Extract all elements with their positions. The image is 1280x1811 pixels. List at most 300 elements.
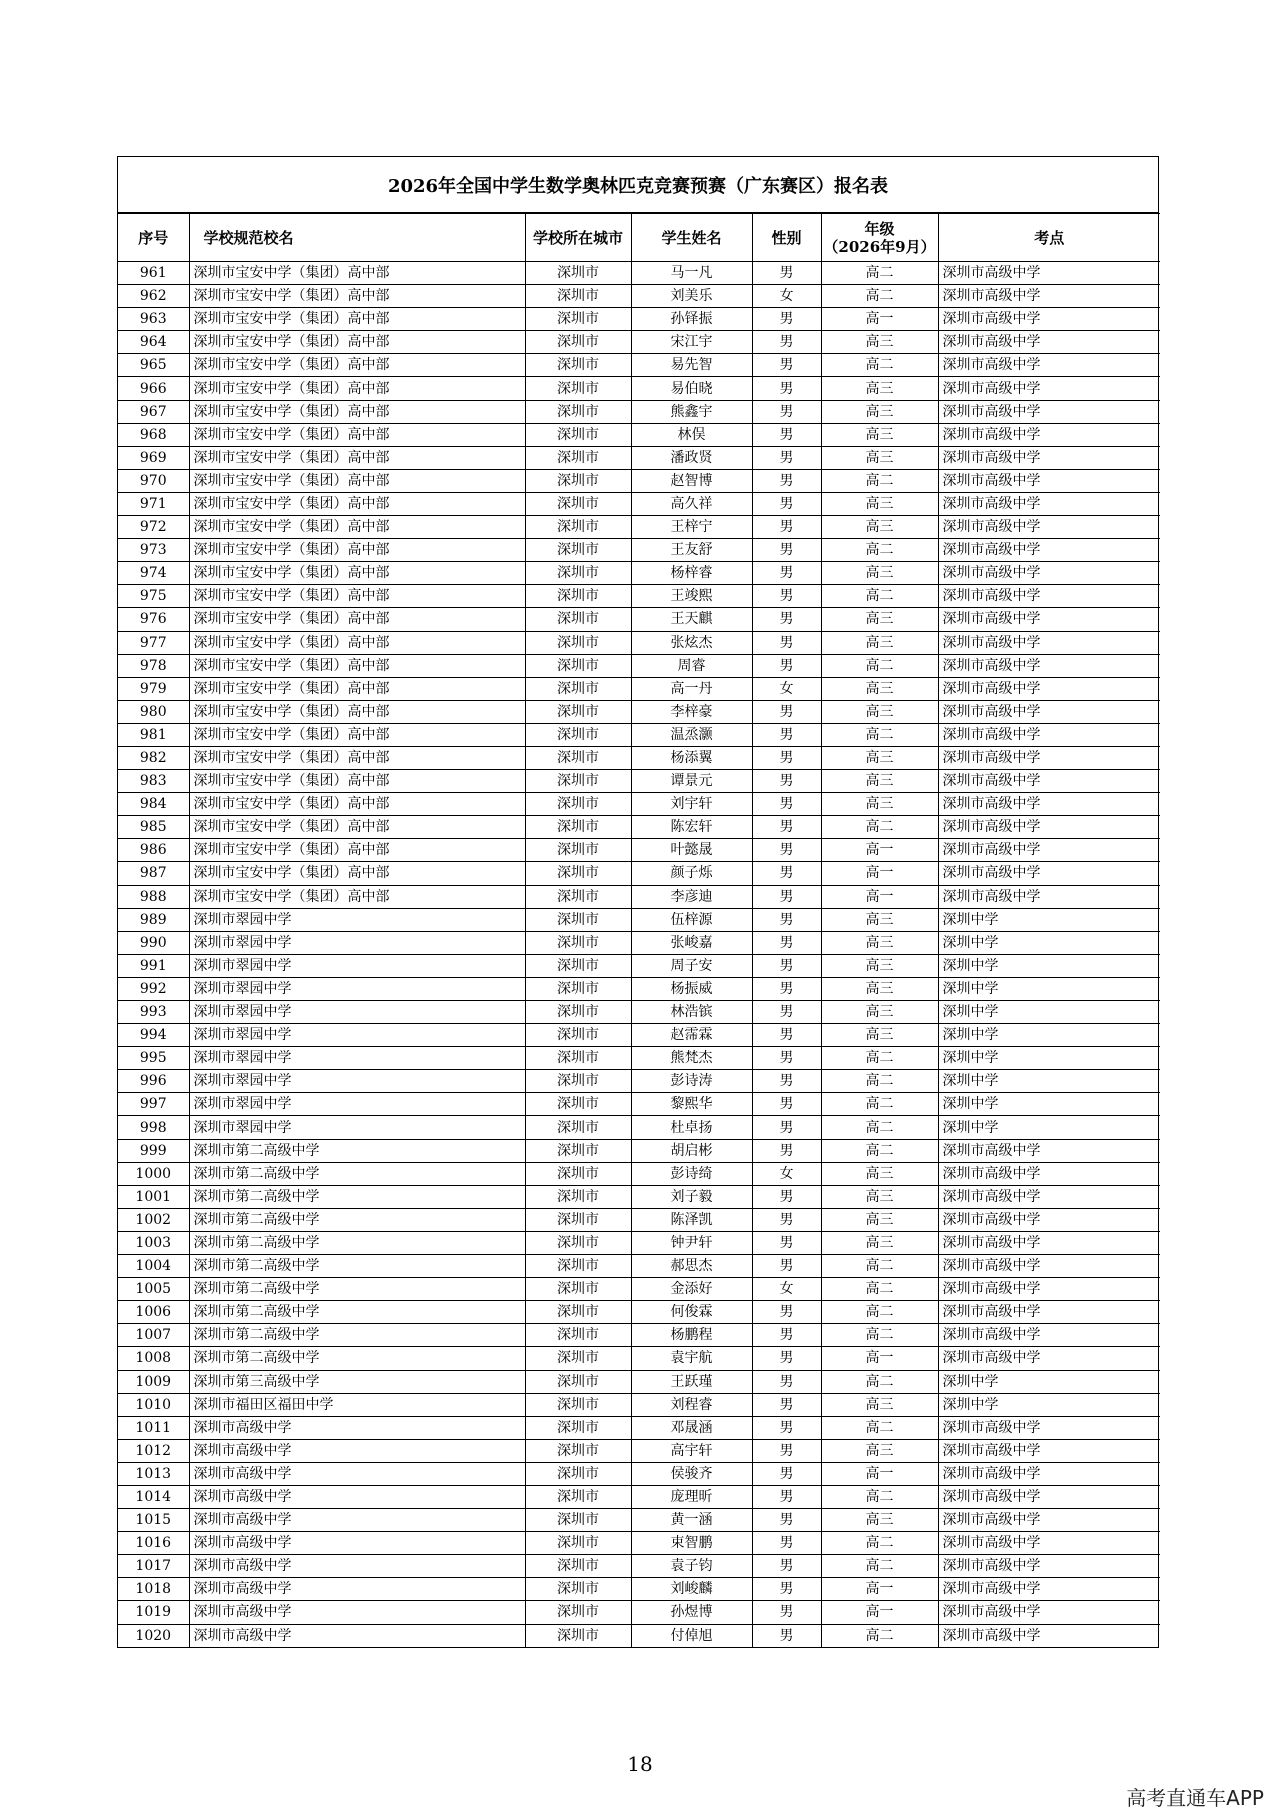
cell-venue: 深圳市高级中学 (938, 723, 1160, 746)
cell-no: 1003 (118, 1231, 189, 1254)
cell-grade: 高三 (821, 677, 938, 700)
cell-city: 深圳市 (525, 308, 631, 331)
cell-gender: 男 (752, 1324, 821, 1347)
cell-venue: 深圳市高级中学 (938, 308, 1160, 331)
cell-gender: 男 (752, 1416, 821, 1439)
table-row (118, 585, 1160, 608)
cell-no: 1019 (118, 1601, 189, 1624)
table-row (118, 354, 1160, 377)
table-row (118, 1231, 1160, 1254)
cell-grade: 高三 (821, 631, 938, 654)
cell-name: 黎熙华 (631, 1093, 752, 1116)
cell-grade: 高三 (821, 608, 938, 631)
cell-name: 孙铎振 (631, 308, 752, 331)
cell-school: 深圳市宝安中学（集团）高中部 (189, 354, 525, 377)
cell-school: 深圳市高级中学 (189, 1532, 525, 1555)
table-row (118, 885, 1160, 908)
table-row (118, 1024, 1160, 1047)
cell-grade: 高二 (821, 285, 938, 308)
cell-gender: 男 (752, 977, 821, 1000)
cell-city: 深圳市 (525, 1532, 631, 1555)
table-row (118, 1601, 1160, 1624)
col-header-grade-line1: 年级 (864, 219, 895, 238)
table-row (118, 677, 1160, 700)
table-row (118, 1555, 1160, 1578)
cell-grade: 高三 (821, 746, 938, 769)
cell-grade: 高二 (821, 585, 938, 608)
cell-name: 黄一涵 (631, 1509, 752, 1532)
table-row (118, 1139, 1160, 1162)
cell-gender: 男 (752, 931, 821, 954)
cell-venue: 深圳市高级中学 (938, 746, 1160, 769)
cell-city: 深圳市 (525, 862, 631, 885)
cell-grade: 高三 (821, 1439, 938, 1462)
cell-no: 974 (118, 562, 189, 585)
cell-venue: 深圳市高级中学 (938, 354, 1160, 377)
cell-no: 970 (118, 469, 189, 492)
cell-no: 961 (118, 262, 189, 285)
cell-school: 深圳市第二高级中学 (189, 1278, 525, 1301)
cell-school: 深圳市高级中学 (189, 1624, 525, 1647)
cell-no: 1020 (118, 1624, 189, 1647)
cell-grade: 高三 (821, 492, 938, 515)
cell-venue: 深圳市高级中学 (938, 677, 1160, 700)
cell-venue: 深圳市高级中学 (938, 423, 1160, 446)
cell-venue: 深圳市高级中学 (938, 1255, 1160, 1278)
cell-gender: 男 (752, 492, 821, 515)
cell-school: 深圳市翠园中学 (189, 1070, 525, 1093)
cell-no: 1018 (118, 1578, 189, 1601)
cell-grade: 高二 (821, 1047, 938, 1070)
cell-no: 1014 (118, 1485, 189, 1508)
cell-gender: 女 (752, 1278, 821, 1301)
cell-name: 易先智 (631, 354, 752, 377)
cell-grade: 高二 (821, 1139, 938, 1162)
table-row (118, 1462, 1160, 1485)
cell-name: 彭诗涛 (631, 1070, 752, 1093)
cell-grade: 高三 (821, 516, 938, 539)
cell-city: 深圳市 (525, 1509, 631, 1532)
cell-venue: 深圳中学 (938, 1393, 1160, 1416)
cell-no: 1008 (118, 1347, 189, 1370)
cell-gender: 男 (752, 262, 821, 285)
cell-school: 深圳市第二高级中学 (189, 1301, 525, 1324)
cell-gender: 男 (752, 585, 821, 608)
cell-name: 杜卓扬 (631, 1116, 752, 1139)
cell-grade: 高三 (821, 377, 938, 400)
cell-gender: 男 (752, 1370, 821, 1393)
cell-venue: 深圳市高级中学 (938, 1439, 1160, 1462)
cell-gender: 男 (752, 1255, 821, 1278)
cell-grade: 高二 (821, 469, 938, 492)
cell-name: 钟尹轩 (631, 1231, 752, 1254)
cell-school: 深圳市第二高级中学 (189, 1324, 525, 1347)
cell-gender: 男 (752, 1347, 821, 1370)
cell-gender: 男 (752, 816, 821, 839)
cell-venue: 深圳市高级中学 (938, 285, 1160, 308)
cell-city: 深圳市 (525, 562, 631, 585)
cell-school: 深圳市翠园中学 (189, 1116, 525, 1139)
cell-city: 深圳市 (525, 700, 631, 723)
cell-school: 深圳市翠园中学 (189, 931, 525, 954)
col-header-grade (821, 214, 938, 262)
cell-gender: 男 (752, 1301, 821, 1324)
cell-grade: 高三 (821, 1024, 938, 1047)
table-row (118, 1208, 1160, 1231)
cell-no: 984 (118, 793, 189, 816)
cell-no: 968 (118, 423, 189, 446)
table-row (118, 1093, 1160, 1116)
cell-school: 深圳市第二高级中学 (189, 1208, 525, 1231)
cell-grade: 高二 (821, 1255, 938, 1278)
table-row (118, 1370, 1160, 1393)
cell-city: 深圳市 (525, 1347, 631, 1370)
cell-grade: 高二 (821, 1116, 938, 1139)
cell-gender: 男 (752, 1231, 821, 1254)
table-row (118, 516, 1160, 539)
cell-venue: 深圳市高级中学 (938, 631, 1160, 654)
cell-no: 971 (118, 492, 189, 515)
cell-no: 986 (118, 839, 189, 862)
cell-city: 深圳市 (525, 1070, 631, 1093)
cell-name: 陈泽凯 (631, 1208, 752, 1231)
cell-gender: 男 (752, 1462, 821, 1485)
page-number: 18 (627, 1752, 653, 1776)
cell-name: 张峻嘉 (631, 931, 752, 954)
cell-school: 深圳市翠园中学 (189, 977, 525, 1000)
cell-city: 深圳市 (525, 539, 631, 562)
cell-city: 深圳市 (525, 1555, 631, 1578)
cell-name: 高宇轩 (631, 1439, 752, 1462)
cell-venue: 深圳市高级中学 (938, 377, 1160, 400)
cell-city: 深圳市 (525, 492, 631, 515)
cell-venue: 深圳市高级中学 (938, 1301, 1160, 1324)
cell-city: 深圳市 (525, 631, 631, 654)
cell-no: 990 (118, 931, 189, 954)
cell-grade: 高三 (821, 446, 938, 469)
cell-venue: 深圳市高级中学 (938, 516, 1160, 539)
cell-name: 伍梓源 (631, 908, 752, 931)
cell-gender: 男 (752, 1555, 821, 1578)
cell-school: 深圳市宝安中学（集团）高中部 (189, 746, 525, 769)
cell-grade: 高二 (821, 1070, 938, 1093)
cell-no: 1012 (118, 1439, 189, 1462)
cell-city: 深圳市 (525, 1185, 631, 1208)
table-row (118, 816, 1160, 839)
cell-gender: 男 (752, 400, 821, 423)
cell-name: 杨振威 (631, 977, 752, 1000)
cell-grade: 高二 (821, 654, 938, 677)
cell-grade: 高二 (821, 1301, 938, 1324)
cell-venue: 深圳市高级中学 (938, 1347, 1160, 1370)
cell-city: 深圳市 (525, 1370, 631, 1393)
table-row (118, 908, 1160, 931)
cell-gender: 男 (752, 793, 821, 816)
cell-venue: 深圳市高级中学 (938, 262, 1160, 285)
cell-no: 977 (118, 631, 189, 654)
table-row (118, 1393, 1160, 1416)
cell-no: 980 (118, 700, 189, 723)
table-row (118, 1116, 1160, 1139)
cell-name: 赵智博 (631, 469, 752, 492)
cell-grade: 高三 (821, 954, 938, 977)
table-row (118, 285, 1160, 308)
cell-venue: 深圳市高级中学 (938, 562, 1160, 585)
cell-gender: 男 (752, 1208, 821, 1231)
cell-city: 深圳市 (525, 516, 631, 539)
cell-no: 963 (118, 308, 189, 331)
cell-venue: 深圳市高级中学 (938, 816, 1160, 839)
cell-name: 王竣熙 (631, 585, 752, 608)
cell-gender: 女 (752, 1162, 821, 1185)
cell-name: 王天麒 (631, 608, 752, 631)
table-row (118, 1255, 1160, 1278)
cell-gender: 男 (752, 608, 821, 631)
cell-venue: 深圳中学 (938, 977, 1160, 1000)
cell-city: 深圳市 (525, 1139, 631, 1162)
cell-school: 深圳市宝安中学（集团）高中部 (189, 723, 525, 746)
col-header-no: 序号 (118, 214, 189, 262)
cell-gender: 男 (752, 1624, 821, 1647)
cell-no: 1006 (118, 1301, 189, 1324)
cell-grade: 高一 (821, 1578, 938, 1601)
cell-name: 熊梵杰 (631, 1047, 752, 1070)
cell-name: 马一凡 (631, 262, 752, 285)
cell-no: 973 (118, 539, 189, 562)
cell-no: 988 (118, 885, 189, 908)
cell-no: 1007 (118, 1324, 189, 1347)
table-row (118, 1624, 1160, 1647)
cell-no: 967 (118, 400, 189, 423)
cell-school: 深圳市宝安中学（集团）高中部 (189, 446, 525, 469)
cell-grade: 高一 (821, 839, 938, 862)
cell-gender: 男 (752, 1439, 821, 1462)
cell-no: 996 (118, 1070, 189, 1093)
table-row (118, 700, 1160, 723)
cell-no: 987 (118, 862, 189, 885)
table-row (118, 562, 1160, 585)
table-row (118, 331, 1160, 354)
cell-city: 深圳市 (525, 1231, 631, 1254)
cell-school: 深圳市宝安中学（集团）高中部 (189, 377, 525, 400)
cell-grade: 高二 (821, 262, 938, 285)
cell-grade: 高三 (821, 400, 938, 423)
cell-school: 深圳市第二高级中学 (189, 1231, 525, 1254)
cell-gender: 男 (752, 562, 821, 585)
cell-grade: 高二 (821, 354, 938, 377)
cell-venue: 深圳中学 (938, 1116, 1160, 1139)
table-row (118, 308, 1160, 331)
cell-name: 杨鹏程 (631, 1324, 752, 1347)
cell-name: 袁宇航 (631, 1347, 752, 1370)
cell-name: 易伯晓 (631, 377, 752, 400)
cell-venue: 深圳市高级中学 (938, 1139, 1160, 1162)
cell-city: 深圳市 (525, 446, 631, 469)
cell-city: 深圳市 (525, 1393, 631, 1416)
watermark: 高考直通车APP (1126, 1786, 1264, 1810)
cell-name: 束智鹏 (631, 1532, 752, 1555)
cell-venue: 深圳市高级中学 (938, 1601, 1160, 1624)
cell-venue: 深圳市高级中学 (938, 654, 1160, 677)
cell-city: 深圳市 (525, 793, 631, 816)
registration-sheet (117, 156, 1159, 1648)
cell-school: 深圳市第二高级中学 (189, 1162, 525, 1185)
cell-gender: 女 (752, 285, 821, 308)
cell-no: 997 (118, 1093, 189, 1116)
cell-school: 深圳市高级中学 (189, 1555, 525, 1578)
cell-gender: 男 (752, 723, 821, 746)
cell-name: 刘宇轩 (631, 793, 752, 816)
cell-name: 王友舒 (631, 539, 752, 562)
table-row (118, 1162, 1160, 1185)
col-header-name: 学生姓名 (631, 214, 752, 262)
table-row (118, 1278, 1160, 1301)
table-row (118, 539, 1160, 562)
cell-name: 林浩镔 (631, 1001, 752, 1024)
cell-no: 969 (118, 446, 189, 469)
table-row (118, 723, 1160, 746)
cell-school: 深圳市翠园中学 (189, 1001, 525, 1024)
cell-gender: 男 (752, 1578, 821, 1601)
cell-name: 王跃瑾 (631, 1370, 752, 1393)
cell-city: 深圳市 (525, 423, 631, 446)
cell-no: 991 (118, 954, 189, 977)
cell-school: 深圳市高级中学 (189, 1578, 525, 1601)
table-row (118, 1185, 1160, 1208)
cell-gender: 男 (752, 469, 821, 492)
cell-no: 972 (118, 516, 189, 539)
cell-grade: 高二 (821, 1555, 938, 1578)
col-header-venue: 考点 (938, 214, 1160, 262)
cell-city: 深圳市 (525, 285, 631, 308)
cell-name: 杨梓睿 (631, 562, 752, 585)
cell-venue: 深圳中学 (938, 1093, 1160, 1116)
cell-school: 深圳市宝安中学（集团）高中部 (189, 839, 525, 862)
cell-no: 993 (118, 1001, 189, 1024)
cell-venue: 深圳市高级中学 (938, 492, 1160, 515)
cell-grade: 高一 (821, 862, 938, 885)
cell-venue: 深圳市高级中学 (938, 1485, 1160, 1508)
cell-no: 975 (118, 585, 189, 608)
table-row (118, 862, 1160, 885)
cell-school: 深圳市宝安中学（集团）高中部 (189, 262, 525, 285)
cell-school: 深圳市高级中学 (189, 1462, 525, 1485)
cell-gender: 男 (752, 631, 821, 654)
cell-school: 深圳市宝安中学（集团）高中部 (189, 885, 525, 908)
cell-name: 温烝灏 (631, 723, 752, 746)
cell-school: 深圳市宝安中学（集团）高中部 (189, 492, 525, 515)
cell-no: 962 (118, 285, 189, 308)
cell-name: 刘峻麟 (631, 1578, 752, 1601)
cell-grade: 高二 (821, 1370, 938, 1393)
cell-city: 深圳市 (525, 400, 631, 423)
cell-venue: 深圳中学 (938, 1070, 1160, 1093)
cell-city: 深圳市 (525, 1001, 631, 1024)
table-row (118, 377, 1160, 400)
cell-school: 深圳市宝安中学（集团）高中部 (189, 793, 525, 816)
cell-city: 深圳市 (525, 1439, 631, 1462)
cell-school: 深圳市翠园中学 (189, 954, 525, 977)
table-row (118, 631, 1160, 654)
cell-venue: 深圳中学 (938, 908, 1160, 931)
cell-school: 深圳市翠园中学 (189, 1024, 525, 1047)
cell-no: 998 (118, 1116, 189, 1139)
cell-venue: 深圳市高级中学 (938, 862, 1160, 885)
table-row (118, 1532, 1160, 1555)
cell-school: 深圳市高级中学 (189, 1439, 525, 1462)
cell-grade: 高三 (821, 770, 938, 793)
cell-gender: 男 (752, 1047, 821, 1070)
cell-name: 刘程睿 (631, 1393, 752, 1416)
table-row (118, 954, 1160, 977)
cell-venue: 深圳市高级中学 (938, 1555, 1160, 1578)
cell-no: 1011 (118, 1416, 189, 1439)
cell-name: 刘子毅 (631, 1185, 752, 1208)
cell-gender: 男 (752, 539, 821, 562)
table-row (118, 1070, 1160, 1093)
cell-name: 林俣 (631, 423, 752, 446)
cell-venue: 深圳市高级中学 (938, 1162, 1160, 1185)
cell-name: 庞理昕 (631, 1485, 752, 1508)
cell-gender: 男 (752, 654, 821, 677)
cell-gender: 男 (752, 700, 821, 723)
cell-city: 深圳市 (525, 331, 631, 354)
cell-grade: 高二 (821, 1278, 938, 1301)
cell-grade: 高二 (821, 1532, 938, 1555)
cell-gender: 男 (752, 446, 821, 469)
cell-grade: 高二 (821, 1324, 938, 1347)
cell-no: 989 (118, 908, 189, 931)
cell-gender: 男 (752, 1532, 821, 1555)
cell-no: 976 (118, 608, 189, 631)
cell-no: 1015 (118, 1509, 189, 1532)
cell-no: 1009 (118, 1370, 189, 1393)
cell-gender: 男 (752, 1093, 821, 1116)
table-row (118, 1578, 1160, 1601)
cell-no: 1002 (118, 1208, 189, 1231)
cell-venue: 深圳市高级中学 (938, 400, 1160, 423)
cell-city: 深圳市 (525, 1578, 631, 1601)
cell-name: 李彦迪 (631, 885, 752, 908)
cell-gender: 男 (752, 1024, 821, 1047)
cell-no: 1001 (118, 1185, 189, 1208)
cell-city: 深圳市 (525, 954, 631, 977)
cell-name: 周睿 (631, 654, 752, 677)
cell-city: 深圳市 (525, 1255, 631, 1278)
table-row (118, 1485, 1160, 1508)
cell-school: 深圳市高级中学 (189, 1416, 525, 1439)
cell-gender: 男 (752, 770, 821, 793)
table-row (118, 977, 1160, 1000)
cell-city: 深圳市 (525, 723, 631, 746)
cell-city: 深圳市 (525, 1162, 631, 1185)
cell-city: 深圳市 (525, 977, 631, 1000)
table-row (118, 262, 1160, 285)
cell-city: 深圳市 (525, 1278, 631, 1301)
cell-grade: 高一 (821, 1462, 938, 1485)
table-row (118, 1416, 1160, 1439)
table-row (118, 1047, 1160, 1070)
cell-name: 赵霈霖 (631, 1024, 752, 1047)
cell-gender: 男 (752, 954, 821, 977)
cell-grade: 高二 (821, 1485, 938, 1508)
cell-city: 深圳市 (525, 377, 631, 400)
cell-venue: 深圳市高级中学 (938, 539, 1160, 562)
table-row (118, 1509, 1160, 1532)
cell-city: 深圳市 (525, 1301, 631, 1324)
cell-no: 1016 (118, 1532, 189, 1555)
cell-gender: 男 (752, 377, 821, 400)
